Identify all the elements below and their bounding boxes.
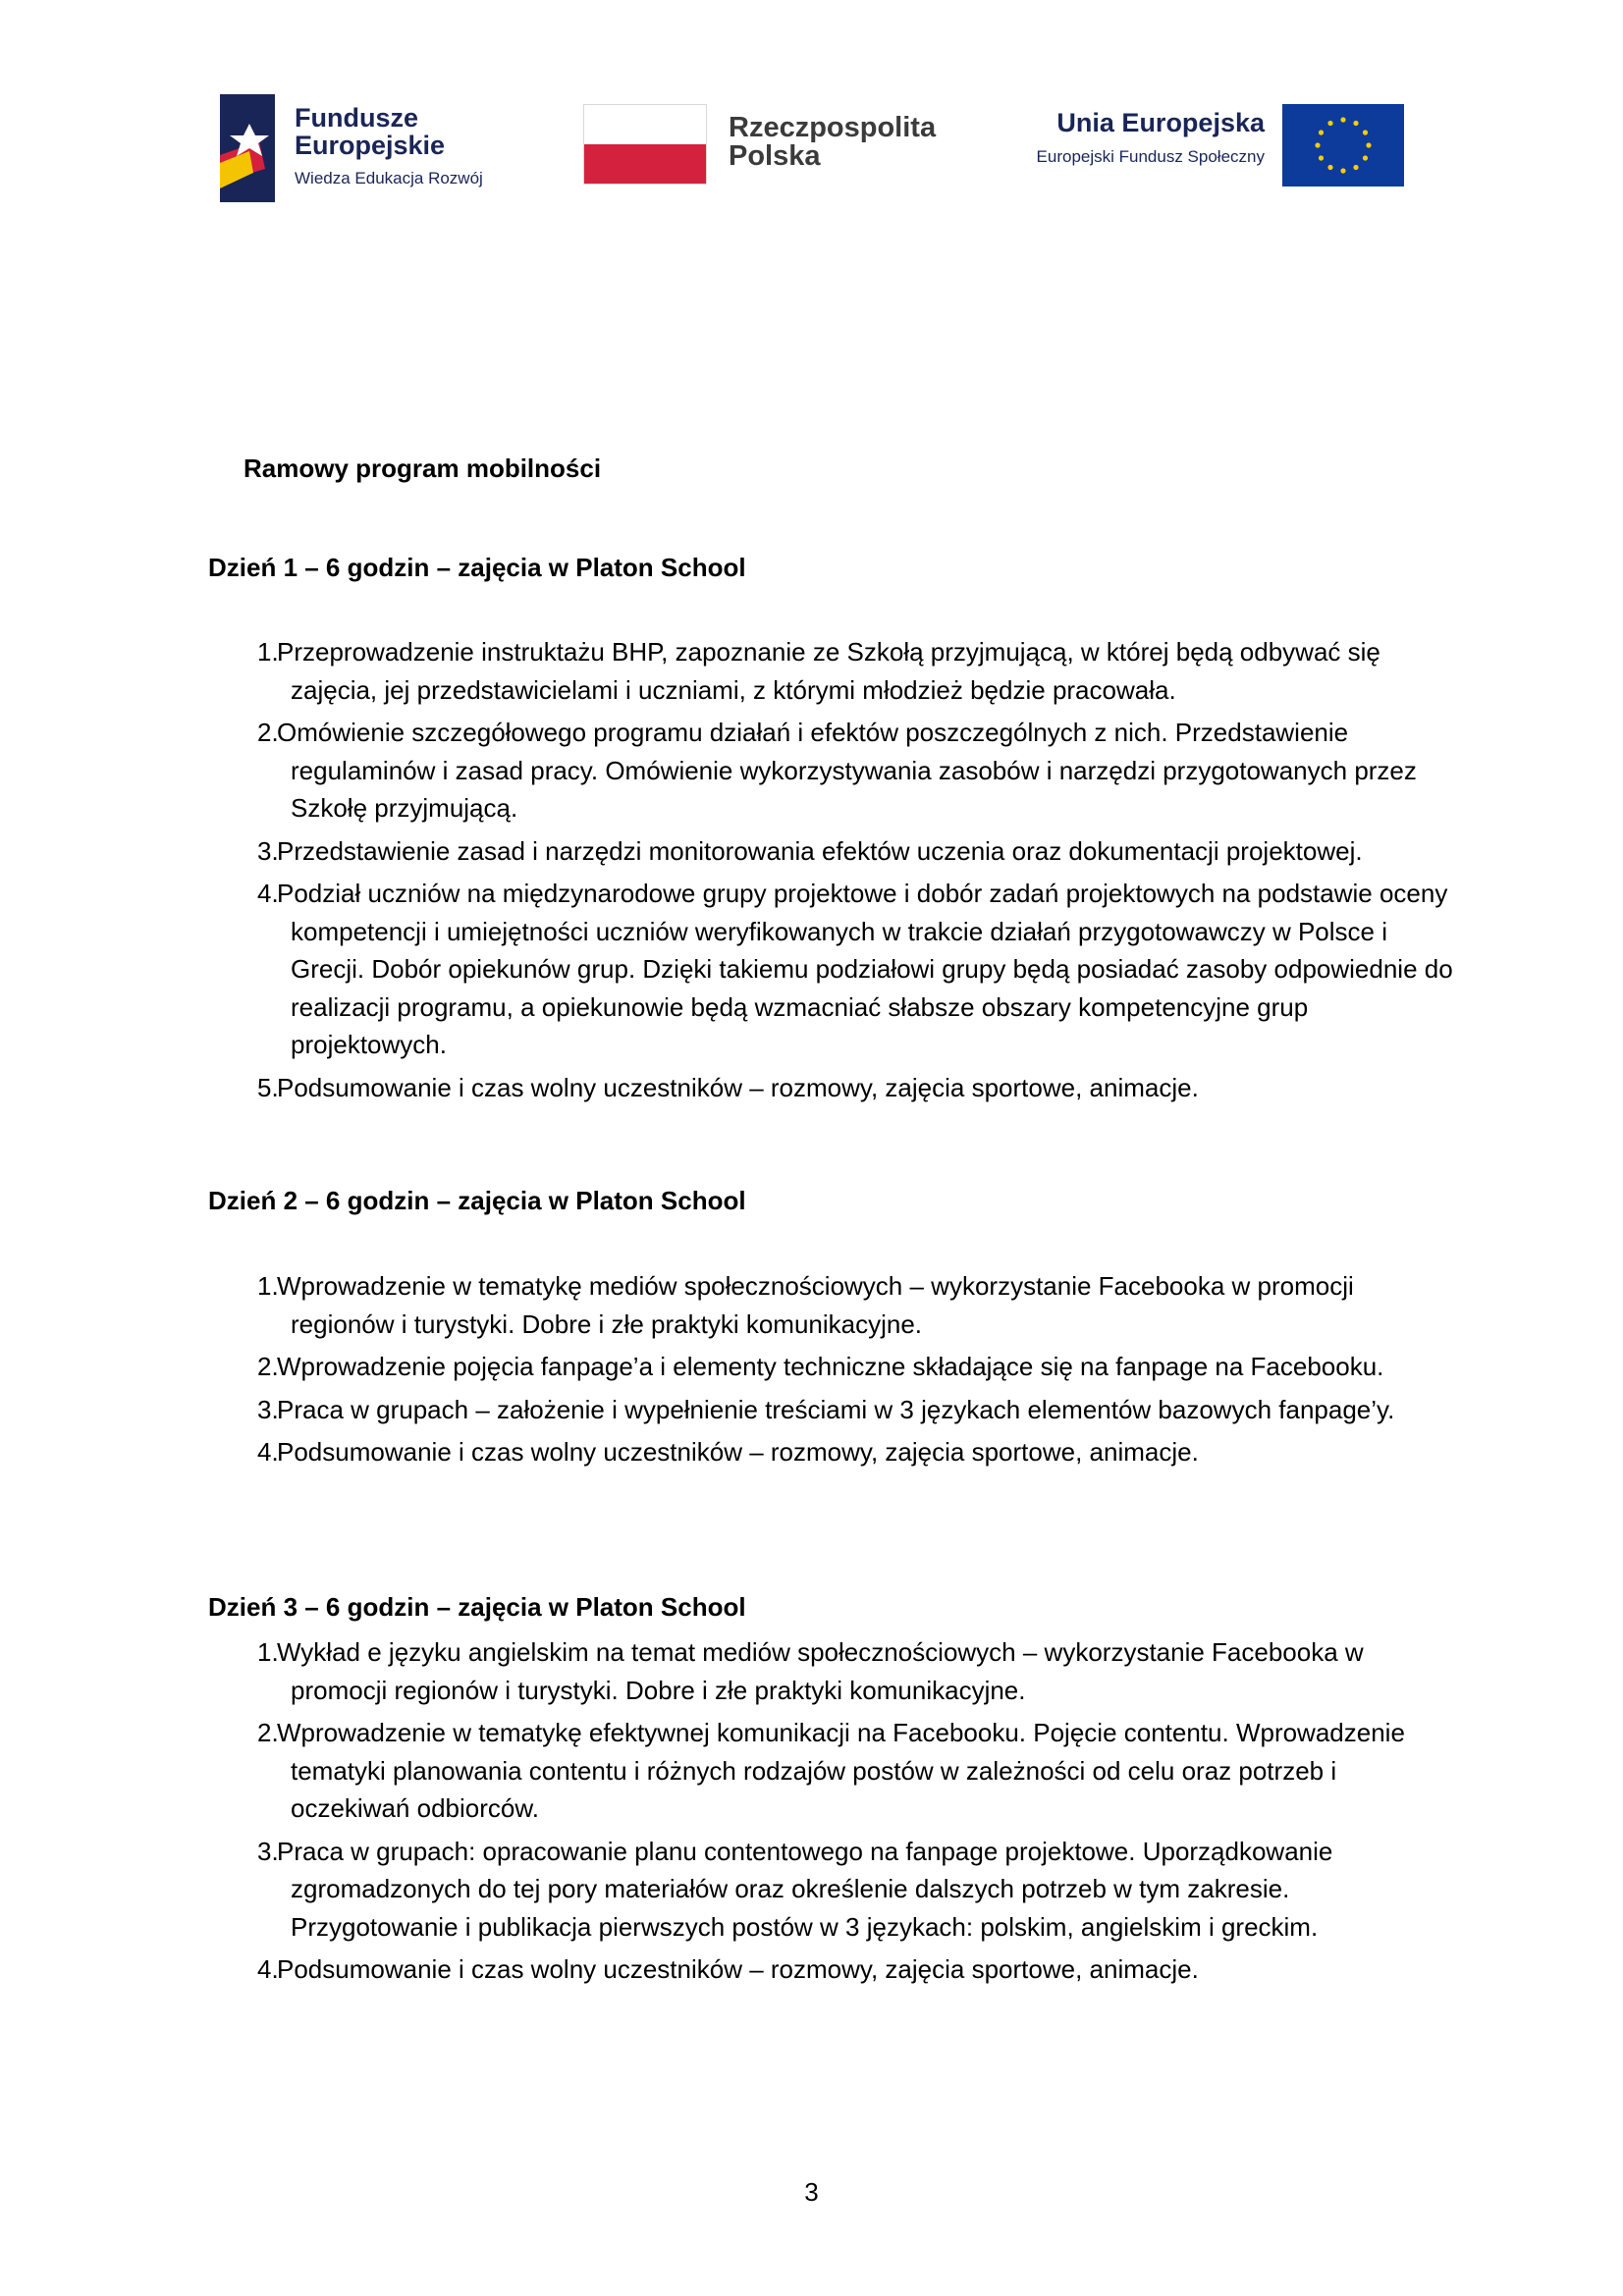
eu-star-icon (1340, 168, 1345, 173)
list-item: 4. Podsumowanie i czas wolny uczestników – rozmowy, zajęcia sportowe, animacje. (257, 1437, 1199, 1467)
eu-star-icon (1353, 165, 1358, 170)
list-item: 4. Podział uczniów na międzynarodowe grupy projektowe i dobór zadań projektowych na podstawie oceny kompetencji i umiejętności uczniów weryfikowanych w trakcie działań przygotowawczy w Polsce i Grecji. Dobór opiekunów grup. Dzięki takiemu podziałowi grupy będą posiadać zasoby odpowiednie do realizacji programu, a opiekunowie będą wzmacniać słabsze obszary kompetencyjne grup projektowych. (257, 879, 1453, 1059)
day-1-heading: Dzień 1 – 6 godzin – zajęcia w Platon School (208, 553, 746, 582)
list-item: 1. Wykład e języku angielskim na temat mediów społecznościowych – wykorzystanie Facebooka w promocji regionów i turystyki. Dobre i złe praktyki komunikacyjne. (257, 1637, 1364, 1705)
eu-star-icon (1363, 155, 1368, 160)
document-title: Ramowy program mobilności (243, 454, 602, 483)
eu-star-icon (1366, 142, 1371, 147)
list-item: 3. Przedstawienie zasad i narzędzi monitorowania efektów uczenia oraz dokumentacji projektowej. (257, 835, 1363, 866)
rp-name: Rzeczpospolita Polska (729, 112, 937, 172)
list-item: 2. Omówienie szczegółowego programu działań i efektów poszczególnych z nich. Przedstawienie regulaminów i zasad pracy. Omówienie wykorzystywania zasobów i narzędzi przygotowanych przez Szkołę przyjmującą. (257, 718, 1417, 823)
list-item: 3. Praca w grupach: opracowanie planu contentowego na fanpage projektowe. Uporządkowanie zgromadzonych do tej pory materiałów oraz określenie dalszych potrzeb w tym zakresie. Przygotowanie i publikacja pierwszych postów w 3 językach: polskim, angielskim i greckim. (257, 1836, 1333, 1942)
eu-star-icon (1327, 165, 1332, 170)
eu-flag-icon (1282, 104, 1404, 187)
day-2-heading: Dzień 2 – 6 godzin – zajęcia w Platon School (208, 1186, 746, 1215)
day-3-list (208, 1633, 1455, 1994)
eu-star-icon (1315, 142, 1320, 147)
unia-europejska-logo (1007, 94, 1424, 202)
day-2-list (208, 1267, 1455, 1476)
day-3-heading: Dzień 3 – 6 godzin – zajęcia w Platon School (208, 1592, 746, 1622)
list-item: 1. Przeprowadzenie instruktażu BHP, zapoznanie ze Szkołą przyjmującą, w której będą odbywać się zajęcia, jej przedstawicielami i uczniami, z którymi młodzież będzie pracowała. (257, 637, 1380, 705)
ue-title: Unia Europejska (1056, 108, 1265, 137)
list-item: 5. Podsumowanie i czas wolny uczestników – rozmowy, zajęcia sportowe, animacje. (257, 1072, 1199, 1102)
rzeczpospolita-polska-logo (583, 94, 937, 202)
page-number: 3 (804, 2177, 819, 2207)
list-item: 2. Wprowadzenie pojęcia fanpage’a i elementy techniczne składające się na fanpage na Facebooku. (257, 1352, 1384, 1381)
eu-star-icon (1363, 130, 1368, 134)
fe-subtitle: Wiedza Edukacja Rozwój (295, 169, 483, 187)
eu-star-icon (1353, 121, 1358, 126)
fundusze-europejskie-logo (216, 94, 530, 202)
list-item: 3. Praca w grupach – założenie i wypełnienie treściami w 3 językach elementów bazowych fanpage’y. (257, 1394, 1395, 1424)
eu-star-icon (1340, 117, 1345, 122)
fe-title: Fundusze Europejskie (295, 103, 446, 160)
day-1-list (208, 633, 1455, 1111)
poland-flag-icon (583, 104, 707, 185)
list-item: 2. Wprowadzenie w tematykę efektywnej komunikacji na Facebooku. Pojęcie contentu. Wprowadzenie tematyki planowania contentu i różnych rodzajów postów w zależności od celu oraz potrzeb i oczekiwań odbiorców. (257, 1718, 1405, 1823)
list-item: 1. Wprowadzenie w tematykę mediów społecznościowych – wykorzystanie Facebooka w promocji regionów i turystyki. Dobre i złe praktyki komunikacyjne. (257, 1271, 1354, 1339)
ue-subtitle: Europejski Fundusz Społeczny (1036, 147, 1265, 166)
page-header (216, 94, 1424, 202)
eu-star-icon (1319, 155, 1324, 160)
fe-emblem-icon (220, 94, 285, 202)
eu-star-icon (1327, 121, 1332, 126)
eu-star-icon (1319, 130, 1324, 134)
list-item: 4. Podsumowanie i czas wolny uczestników – rozmowy, zajęcia sportowe, animacje. (257, 1954, 1199, 1984)
